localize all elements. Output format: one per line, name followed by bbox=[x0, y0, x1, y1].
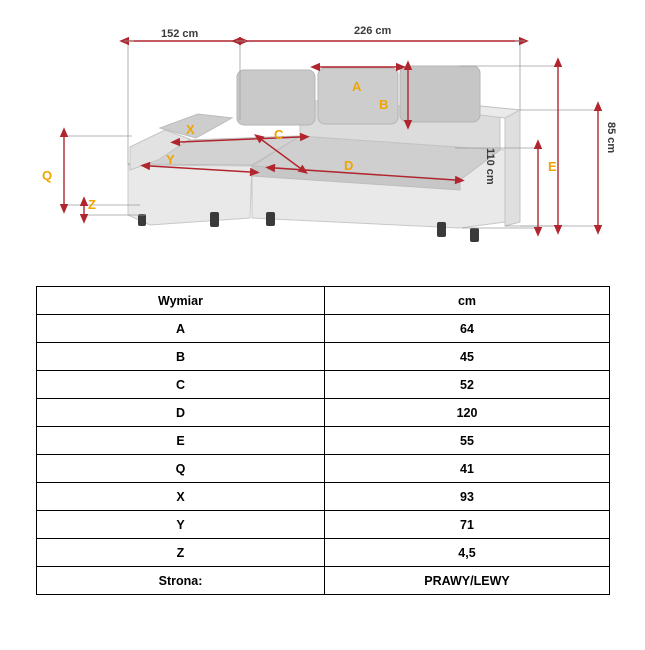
row-value: 4,5 bbox=[325, 539, 610, 567]
row-value: 71 bbox=[325, 511, 610, 539]
row-value: 55 bbox=[325, 427, 610, 455]
dimension-table bbox=[36, 286, 610, 595]
row-dim: Z bbox=[37, 539, 325, 567]
letter-label-B: B bbox=[379, 97, 389, 112]
row-dim: C bbox=[37, 371, 325, 399]
dimension-label-226: 226 cm bbox=[354, 25, 392, 37]
row-value: 64 bbox=[325, 315, 610, 343]
table-row bbox=[37, 511, 610, 539]
header-wymiar: Wymiar bbox=[37, 287, 325, 315]
table-row bbox=[37, 371, 610, 399]
letter-label-Y: Y bbox=[166, 152, 175, 167]
sofa-shape bbox=[128, 66, 520, 242]
dimension-label-152: 152 cm bbox=[161, 28, 199, 40]
sofa-illustration bbox=[0, 0, 645, 278]
table-row bbox=[37, 399, 610, 427]
table-row bbox=[37, 455, 610, 483]
row-dim: E bbox=[37, 427, 325, 455]
letter-label-Q: Q bbox=[42, 168, 53, 183]
row-value: 52 bbox=[325, 371, 610, 399]
footer-label: Strona: bbox=[37, 567, 325, 595]
letter-label-E: E bbox=[548, 159, 557, 174]
row-value: 45 bbox=[325, 343, 610, 371]
footer-value: PRAWY/LEWY bbox=[325, 567, 610, 595]
dimension-diagram bbox=[0, 0, 645, 278]
row-value: 120 bbox=[325, 399, 610, 427]
row-dim: A bbox=[37, 315, 325, 343]
table-row bbox=[37, 483, 610, 511]
row-dim: D bbox=[37, 399, 325, 427]
dimension-label-85: 85 cm bbox=[605, 122, 617, 154]
letter-label-X: X bbox=[186, 122, 195, 137]
letter-label-C: C bbox=[274, 127, 284, 142]
table-header-row bbox=[37, 287, 610, 315]
table-row bbox=[37, 343, 610, 371]
row-value: 93 bbox=[325, 483, 610, 511]
header-cm: cm bbox=[325, 287, 610, 315]
table-row bbox=[37, 427, 610, 455]
letter-label-A: A bbox=[352, 79, 362, 94]
letter-label-Z: Z bbox=[88, 197, 96, 212]
letter-label-D: D bbox=[344, 158, 354, 173]
row-dim: B bbox=[37, 343, 325, 371]
dimension-label-110: 110 cm bbox=[484, 148, 496, 185]
row-dim: Q bbox=[37, 455, 325, 483]
row-dim: Y bbox=[37, 511, 325, 539]
table-footer-row bbox=[37, 567, 610, 595]
row-dim: X bbox=[37, 483, 325, 511]
table-row bbox=[37, 315, 610, 343]
table-row bbox=[37, 539, 610, 567]
row-value: 41 bbox=[325, 455, 610, 483]
